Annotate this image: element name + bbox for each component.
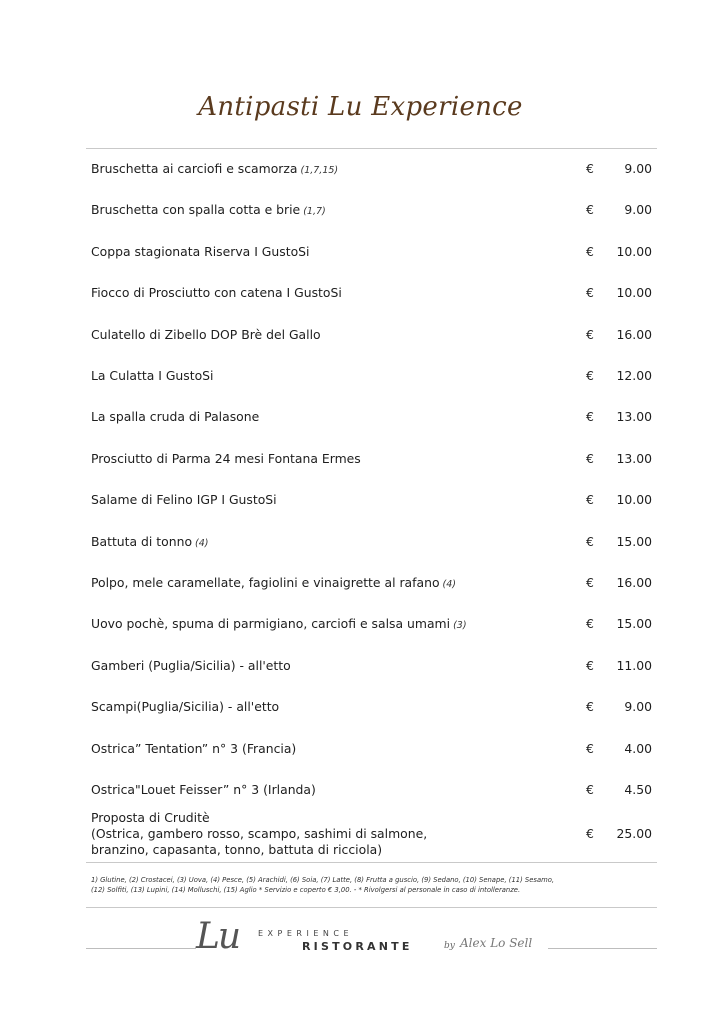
- menu-item-name: [91, 199, 326, 223]
- menu-item-name: [91, 572, 456, 596]
- currency-symbol: €: [586, 741, 594, 756]
- currency-symbol: €: [586, 285, 594, 300]
- menu-item: [0, 406, 721, 428]
- menu-item-price: 13.00: [616, 409, 652, 424]
- menu-item: [0, 572, 721, 594]
- logo-ristorante: RISTORANTE: [302, 940, 413, 953]
- menu-item-name: [91, 282, 342, 304]
- allergen-footnote: [91, 875, 651, 895]
- allergen-codes: (3): [453, 620, 467, 631]
- menu-item-price: 9.00: [624, 202, 652, 217]
- logo-line-right: [548, 948, 657, 949]
- menu-item: [0, 448, 721, 470]
- menu-item-name-text: Battuta di tonno: [91, 534, 193, 549]
- menu-item-name-text: Culatello di Zibello DOP Brè del Gallo: [91, 327, 321, 342]
- crudite-line-1: Proposta di Cruditè: [91, 810, 210, 825]
- menu-item-name: [91, 489, 277, 511]
- menu-item-name: [91, 241, 309, 263]
- menu-item-name-text: Bruschetta con spalla cotta e brie: [91, 202, 301, 217]
- currency-symbol: €: [586, 826, 594, 841]
- menu-item: [0, 531, 721, 553]
- menu-item-name: [91, 406, 259, 428]
- page-title: Antipasti Lu Experience: [198, 92, 523, 122]
- menu-item-price: 25.00: [616, 826, 652, 841]
- menu-item-price: 15.00: [616, 534, 652, 549]
- menu-item-name: [91, 531, 209, 555]
- currency-symbol: €: [586, 782, 594, 797]
- currency-symbol: €: [586, 368, 594, 383]
- menu-item-name-text: Gamberi (Puglia/Sicilia) - all'etto: [91, 658, 291, 673]
- logo-script: Lu: [196, 916, 240, 957]
- menu-item-name-text: Polpo, mele caramellate, fagiolini e vinaigrette al rafano: [91, 575, 440, 590]
- menu-item-name-text: Coppa stagionata Riserva I GustoSi: [91, 244, 310, 259]
- currency-symbol: €: [586, 451, 594, 466]
- menu-item-price: 4.50: [624, 782, 652, 797]
- menu-item-price: 4.00: [624, 741, 652, 756]
- currency-symbol: €: [586, 409, 594, 424]
- menu-item: [0, 199, 721, 221]
- menu-item-price: 10.00: [616, 285, 652, 300]
- footnote-line-2: (12) Solfiti, (13) Lupini, (14) Molluschi, (15) Aglio * Servizio e coperto € 3,00. - * Rivolgersi al personale in caso di intolleranze.: [91, 886, 521, 894]
- menu-item-price: 16.00: [616, 327, 652, 342]
- menu-item: [0, 365, 721, 387]
- footnote-line-1: 1) Glutine, (2) Crostacei, (3) Uova, (4) Pesce, (5) Arachidi, (6) Soia, (7) Latte, (8) Frutta a guscio, (9) Sedano, (10) Senape, (11) Sesamo,: [91, 876, 555, 884]
- menu-item-name: [91, 696, 279, 718]
- menu-item-name: [91, 779, 316, 801]
- allergen-codes: (4): [442, 579, 456, 590]
- menu-item-price: 10.00: [616, 244, 652, 259]
- menu-item-name: [91, 158, 338, 182]
- menu-item: [0, 655, 721, 677]
- menu-item-price: 13.00: [616, 451, 652, 466]
- currency-symbol: €: [586, 658, 594, 673]
- currency-symbol: €: [586, 616, 594, 631]
- menu-item: [0, 324, 721, 346]
- menu-item-name: [91, 324, 321, 346]
- menu-item-name-text: Salame di Felino IGP I GustoSi: [91, 492, 277, 507]
- menu-item-name: [91, 810, 427, 858]
- menu-item: [0, 282, 721, 304]
- menu-item-name-text: Ostrica"Louet Feisser” n° 3 (Irlanda): [91, 782, 316, 797]
- menu-item: [0, 158, 721, 180]
- menu-item: [0, 613, 721, 635]
- allergen-codes: (4): [195, 538, 209, 549]
- crudite-line-2: (Ostrica, gambero rosso, scampo, sashimi di salmone,: [91, 826, 428, 841]
- logo-signature: Alex Lo Sell: [460, 936, 533, 950]
- menu-item-crudite: [0, 810, 721, 860]
- menu-item-name: [91, 365, 213, 387]
- currency-symbol: €: [586, 244, 594, 259]
- bottom-divider: [86, 907, 657, 908]
- menu-item-name: [91, 738, 296, 760]
- menu-item-name-text: Prosciutto di Parma 24 mesi Fontana Ermes: [91, 451, 361, 466]
- logo-line-left: [86, 948, 196, 949]
- crudite-line-3: branzino, capasanta, tonno, battuta di ricciola): [91, 842, 383, 857]
- menu-item-name-text: Fiocco di Prosciutto con catena I GustoSi: [91, 285, 342, 300]
- currency-symbol: €: [586, 161, 594, 176]
- menu-item-name: [91, 613, 467, 637]
- currency-symbol: €: [586, 534, 594, 549]
- menu-item: [0, 696, 721, 718]
- menu-item-name: [91, 655, 291, 677]
- menu-item-name-text: Bruschetta ai carciofi e scamorza: [91, 161, 298, 176]
- menu-item: [0, 489, 721, 511]
- top-divider: [86, 148, 657, 149]
- menu-item-price: 9.00: [624, 699, 652, 714]
- logo-by: by: [444, 941, 455, 951]
- menu-item-price: 12.00: [616, 368, 652, 383]
- menu-item: [0, 241, 721, 263]
- currency-symbol: €: [586, 202, 594, 217]
- logo-experience: EXPERIENCE: [258, 929, 354, 938]
- currency-symbol: €: [586, 327, 594, 342]
- menu-item-price: 10.00: [616, 492, 652, 507]
- menu-item-name-text: La Culatta I GustoSi: [91, 368, 214, 383]
- currency-symbol: €: [586, 699, 594, 714]
- menu-item-name: [91, 448, 361, 470]
- footnote-divider: [86, 862, 657, 863]
- allergen-codes: (1,7): [303, 206, 326, 217]
- currency-symbol: €: [586, 492, 594, 507]
- menu-item-price: 9.00: [624, 161, 652, 176]
- menu-item: [0, 779, 721, 801]
- menu-item-price: 16.00: [616, 575, 652, 590]
- menu-item: [0, 738, 721, 760]
- currency-symbol: €: [586, 575, 594, 590]
- menu-item-name-text: Uovo pochè, spuma di parmigiano, carciofi e salsa umami: [91, 616, 451, 631]
- menu-item-price: 15.00: [616, 616, 652, 631]
- menu-item-name-text: Ostrica” Tentation” n° 3 (Francia): [91, 741, 297, 756]
- menu-item-name-text: La spalla cruda di Palasone: [91, 409, 260, 424]
- allergen-codes: (1,7,15): [300, 165, 339, 176]
- menu-item-price: 11.00: [616, 658, 652, 673]
- menu-item-name-text: Scampi(Puglia/Sicilia) - all'etto: [91, 699, 280, 714]
